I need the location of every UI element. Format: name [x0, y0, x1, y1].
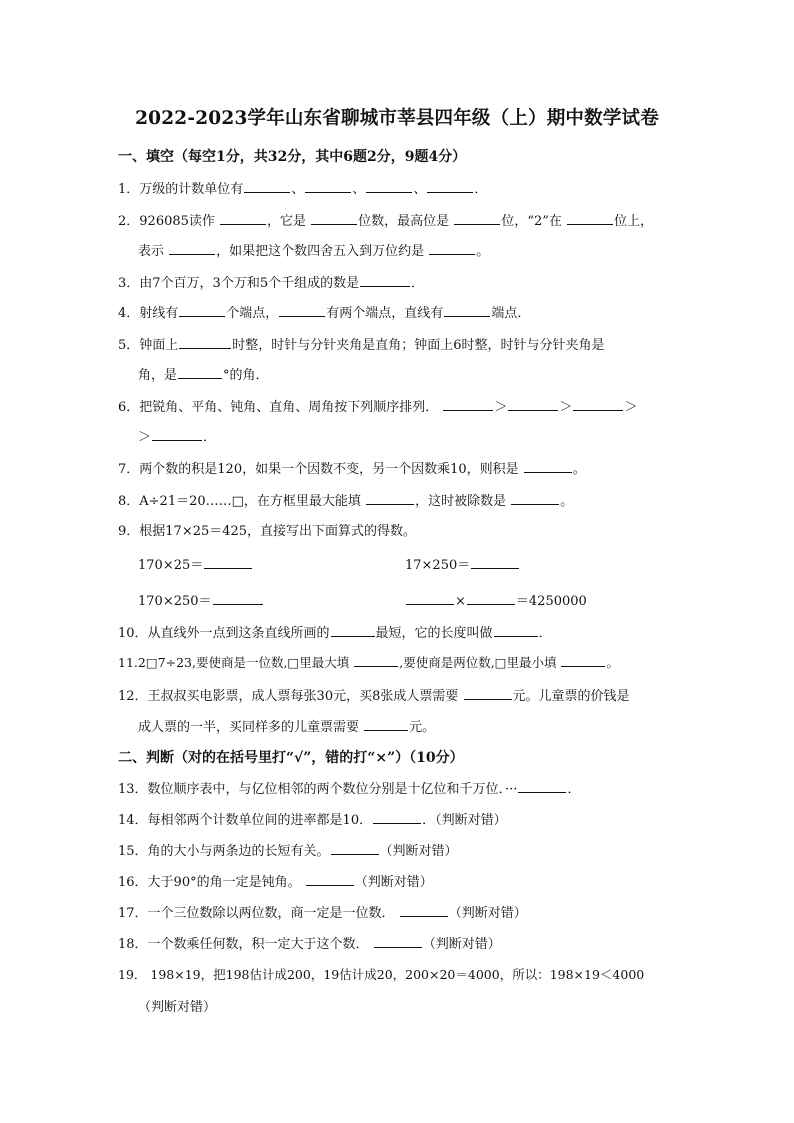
question-2-line-1: 2．926085读作 ，它是 位数，最高位是 位，“2”在 位上， [118, 214, 654, 229]
answer-blank[interactable] [429, 242, 475, 255]
exam-title: 2022-2023学年山东省聊城市莘县四年级（上）期中数学试卷 [135, 108, 659, 129]
question-7: 7．两个数的积是120，如果一个因数不变，另一个因数乘10，则积是 。 [118, 462, 586, 477]
question-12-line-2: 成人票的一半，买同样多的儿童票需要 元。 [138, 720, 436, 735]
answer-blank[interactable] [400, 904, 448, 917]
answer-blank[interactable] [524, 460, 572, 473]
question-15: 15．角的大小与两条边的长短有关。 （判断对错） [118, 844, 458, 859]
question-5-line-1: 5．钟面上 时整，时针与分针夹角是直角；钟面上6时整，时针与分针夹角是 [118, 338, 605, 353]
question-19-line-1: 19． 198×19，把198估计成200，19估计成20，200×20＝4000，所以：198×19＜4000 [118, 967, 645, 982]
answer-blank[interactable] [311, 212, 357, 225]
question-6-line-1: 6．把锐角、平角、钝角、直角、周角按下列顺序排列． ＞ ＞ ＞ [118, 400, 638, 415]
answer-blank[interactable] [374, 935, 422, 948]
answer-blank[interactable] [179, 336, 231, 349]
answer-blank[interactable] [331, 842, 379, 855]
question-9: 9．根据17×25＝425，直接写出下面算式的得数。 [118, 524, 417, 539]
answer-blank[interactable] [518, 780, 566, 793]
answer-blank[interactable] [169, 242, 215, 255]
answer-blank[interactable] [364, 718, 408, 731]
question-2-line-2: 表示 ，如果把这个数四舍五入到万位约是 。 [138, 244, 490, 259]
answer-blank[interactable] [360, 274, 410, 287]
answer-blank[interactable] [305, 180, 351, 193]
answer-blank[interactable] [471, 556, 519, 569]
answer-blank[interactable] [454, 212, 500, 225]
answer-blank[interactable] [508, 398, 558, 411]
answer-blank[interactable] [178, 366, 222, 379]
question-9-item-b: 17×250＝ [405, 554, 520, 573]
question-9-item-c: 170×250＝ [138, 590, 264, 609]
question-12-line-1: 12．王叔叔买电影票，成人票每张30元，买8张成人票需要 元。儿童票的价钱是 [118, 689, 630, 704]
question-4: 4．射线有 个端点， 有两个端点，直线有 端点． [118, 306, 531, 321]
question-5-line-2: 角，是 °的角． [138, 368, 269, 383]
answer-blank[interactable] [152, 428, 202, 441]
answer-blank[interactable] [220, 212, 266, 225]
question-19-line-2: （判断对错） [138, 1000, 217, 1015]
answer-blank[interactable] [373, 811, 421, 824]
answer-blank[interactable] [443, 398, 493, 411]
question-9-item-a: 170×25＝ [138, 554, 253, 573]
answer-blank[interactable] [354, 654, 398, 667]
answer-blank[interactable] [213, 592, 263, 605]
question-18: 18．一个数乘任何数，积一定大于这个数． （判断对错） [118, 937, 501, 952]
answer-blank[interactable] [366, 180, 412, 193]
question-6-line-2: ＞ ． [138, 430, 217, 445]
answer-blank[interactable] [331, 624, 375, 637]
question-16: 16．大于90°的角一定是钝角。 （判断对错） [118, 875, 433, 890]
question-13: 13．数位顺序表中，与亿位相邻的两个数位分别是十亿位和千万位．··· ． [118, 782, 581, 797]
question-10: 10．从直线外一点到这条直线所画的 最短，它的长度叫做 ． [118, 626, 552, 641]
answer-blank[interactable] [464, 687, 512, 700]
answer-blank[interactable] [366, 492, 414, 505]
answer-blank[interactable] [179, 304, 225, 317]
answer-blank[interactable] [406, 592, 454, 605]
answer-blank[interactable] [561, 654, 605, 667]
question-9-item-d: × ＝4250000 [405, 590, 587, 609]
answer-blank[interactable] [444, 304, 490, 317]
section-true-false-heading: 二、判断（对的在括号里打“√”，错的打“×”）（10分） [118, 750, 464, 766]
answer-blank[interactable] [306, 873, 354, 886]
question-17: 17．一个三位数除以两位数，商一定是一位数． （判断对错） [118, 906, 527, 921]
answer-blank[interactable] [279, 304, 325, 317]
answer-blank[interactable] [511, 492, 559, 505]
answer-blank[interactable] [244, 180, 290, 193]
question-8: 8．A÷21＝20……□，在方框里最大能填 ，这时被除数是 。 [118, 494, 574, 509]
answer-blank[interactable] [573, 398, 623, 411]
question-11: 11.2□7÷23,要使商是一位数,□里最大填 ,要使商是两位数,□里最小填 。 [118, 655, 619, 670]
answer-blank[interactable] [567, 212, 613, 225]
answer-blank[interactable] [427, 180, 473, 193]
answer-blank[interactable] [467, 592, 515, 605]
section-fill-in-heading: 一、填空（每空1分，共32分，其中6题2分，9题4分） [118, 149, 467, 165]
answer-blank[interactable] [204, 556, 252, 569]
question-14: 14．每相邻两个计数单位间的进率都是10． ．（判断对错） [118, 813, 507, 828]
question-1: 1．万级的计数单位有 、 、 、 ． [118, 182, 488, 197]
question-3: 3．由7个百万，3个万和5个千组成的数是 ． [118, 276, 425, 291]
answer-blank[interactable] [494, 624, 538, 637]
